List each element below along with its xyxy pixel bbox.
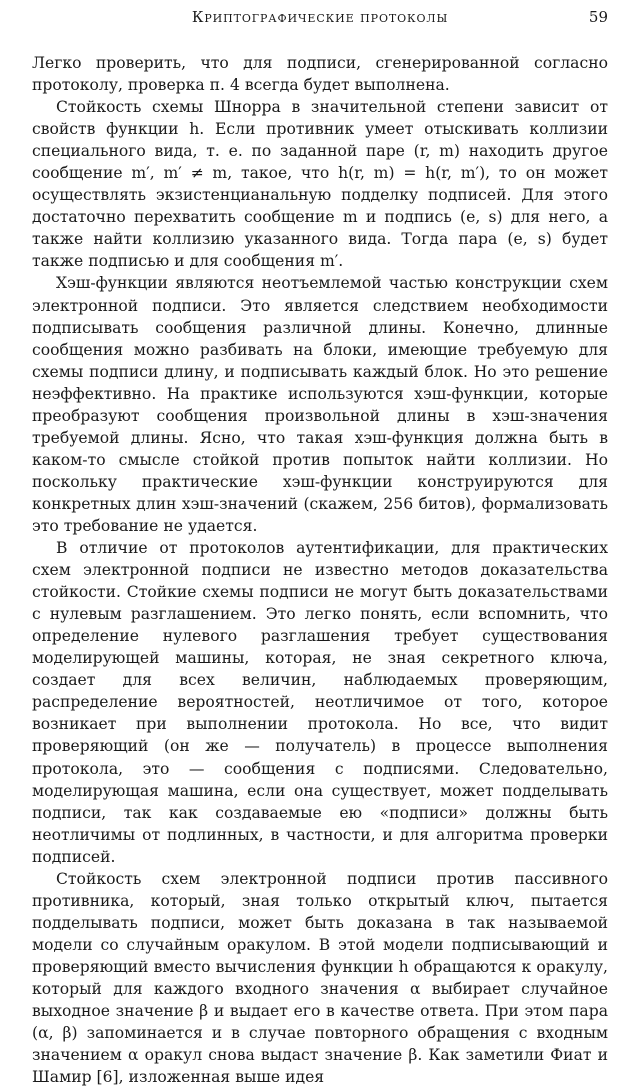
- paragraph-1: Легко проверить, что для подписи, сгенерированной согласно протоколу, проверка п. 4 всегда будет выполнена.: [32, 54, 608, 95]
- running-title: Криптографические протоколы: [191, 8, 449, 26]
- paragraph-4: В отличие от протоколов аутентификации, для практических схем электронной подписи не известно методов доказательства стойкости. Стойкие схемы подписи не могут быть доказательствами с нулевым разглашением. Это легко понять, если вспомнить, что определение нулевого разглашения требует существования моделирующей машины, которая, не зная секретного ключа, создает для всех величин, наблюдаемых проверяющим, распределение вероятностей, неотличимое от того, которое возникает при выполнении протокола. Но все, что видит проверяющий (он же — получатель) в процессе выполнения протокола, это — сообщения с подписями. Следовательно, моделирующая машина, если она существует, может подделывать подписи, так как создаваемые ею «подписи» должны быть неотличимы от подлинных, в частности, и для алгоритма проверки подписей.: [32, 539, 608, 866]
- paragraph-5: Стойкость схем электронной подписи против пассивного противника, который, зная только открытый ключ, пытается подделывать подписи, может быть доказана в так называемой модели со случайным оракулом. В этой модели подписывающий и проверяющий вместо вычисления функции h обращаются к оракулу, который для каждого входного значения α выбирает случайное выходное значение β и выдает его в качестве ответа. При этом пара (α, β) запоминается и в случае повторного обращения с входным значением α оракул снова выдаст значение β. Как заметили Фиат и Шамир [6], изложенная выше идея: [32, 869, 608, 1087]
- paragraph-3: Хэш-функции являются неотъемлемой частью конструкции схем электронной подписи. Это является следствием необходимости подписывать сообщения различной длины. Конечно, длинные сообщения можно разбивать на блоки, имеющие требуемую для схемы подписи длину, и подписывать каждый блок. Но это решение неэффективно. На практике используются хэш-функции, которые преобразуют сообщения произвольной длины в хэш-значения требуемой длины. Ясно, что такая хэш-функция должна быть в каком-то смысле стойкой против попыток найти коллизии. Но поскольку практические хэш-функции конструируются для конкретных длин хэш-значений (скажем, 256 битов), формализовать это требование не удается.: [32, 274, 608, 535]
- page-number: 59: [588, 8, 608, 26]
- running-head: [32, 8, 608, 32]
- paragraph-2: Стойкость схемы Шнорра в значительной степени зависит от свойств функции h. Если противник умеет отыскивать коллизии специального вида, т. е. по заданной паре (r, m) находить другое сообщение m′, m′ ≠ m, такое, что h(r, m) = h(r, m′), то он может осуществлять экзистенцианальную подделку подписей. Для этого достаточно перехватить сообщение m и подпись (e, s) для него, а также найти коллизию указанного вида. Тогда пара (e, s) будет также подписью и для сообщения m′.: [32, 98, 608, 271]
